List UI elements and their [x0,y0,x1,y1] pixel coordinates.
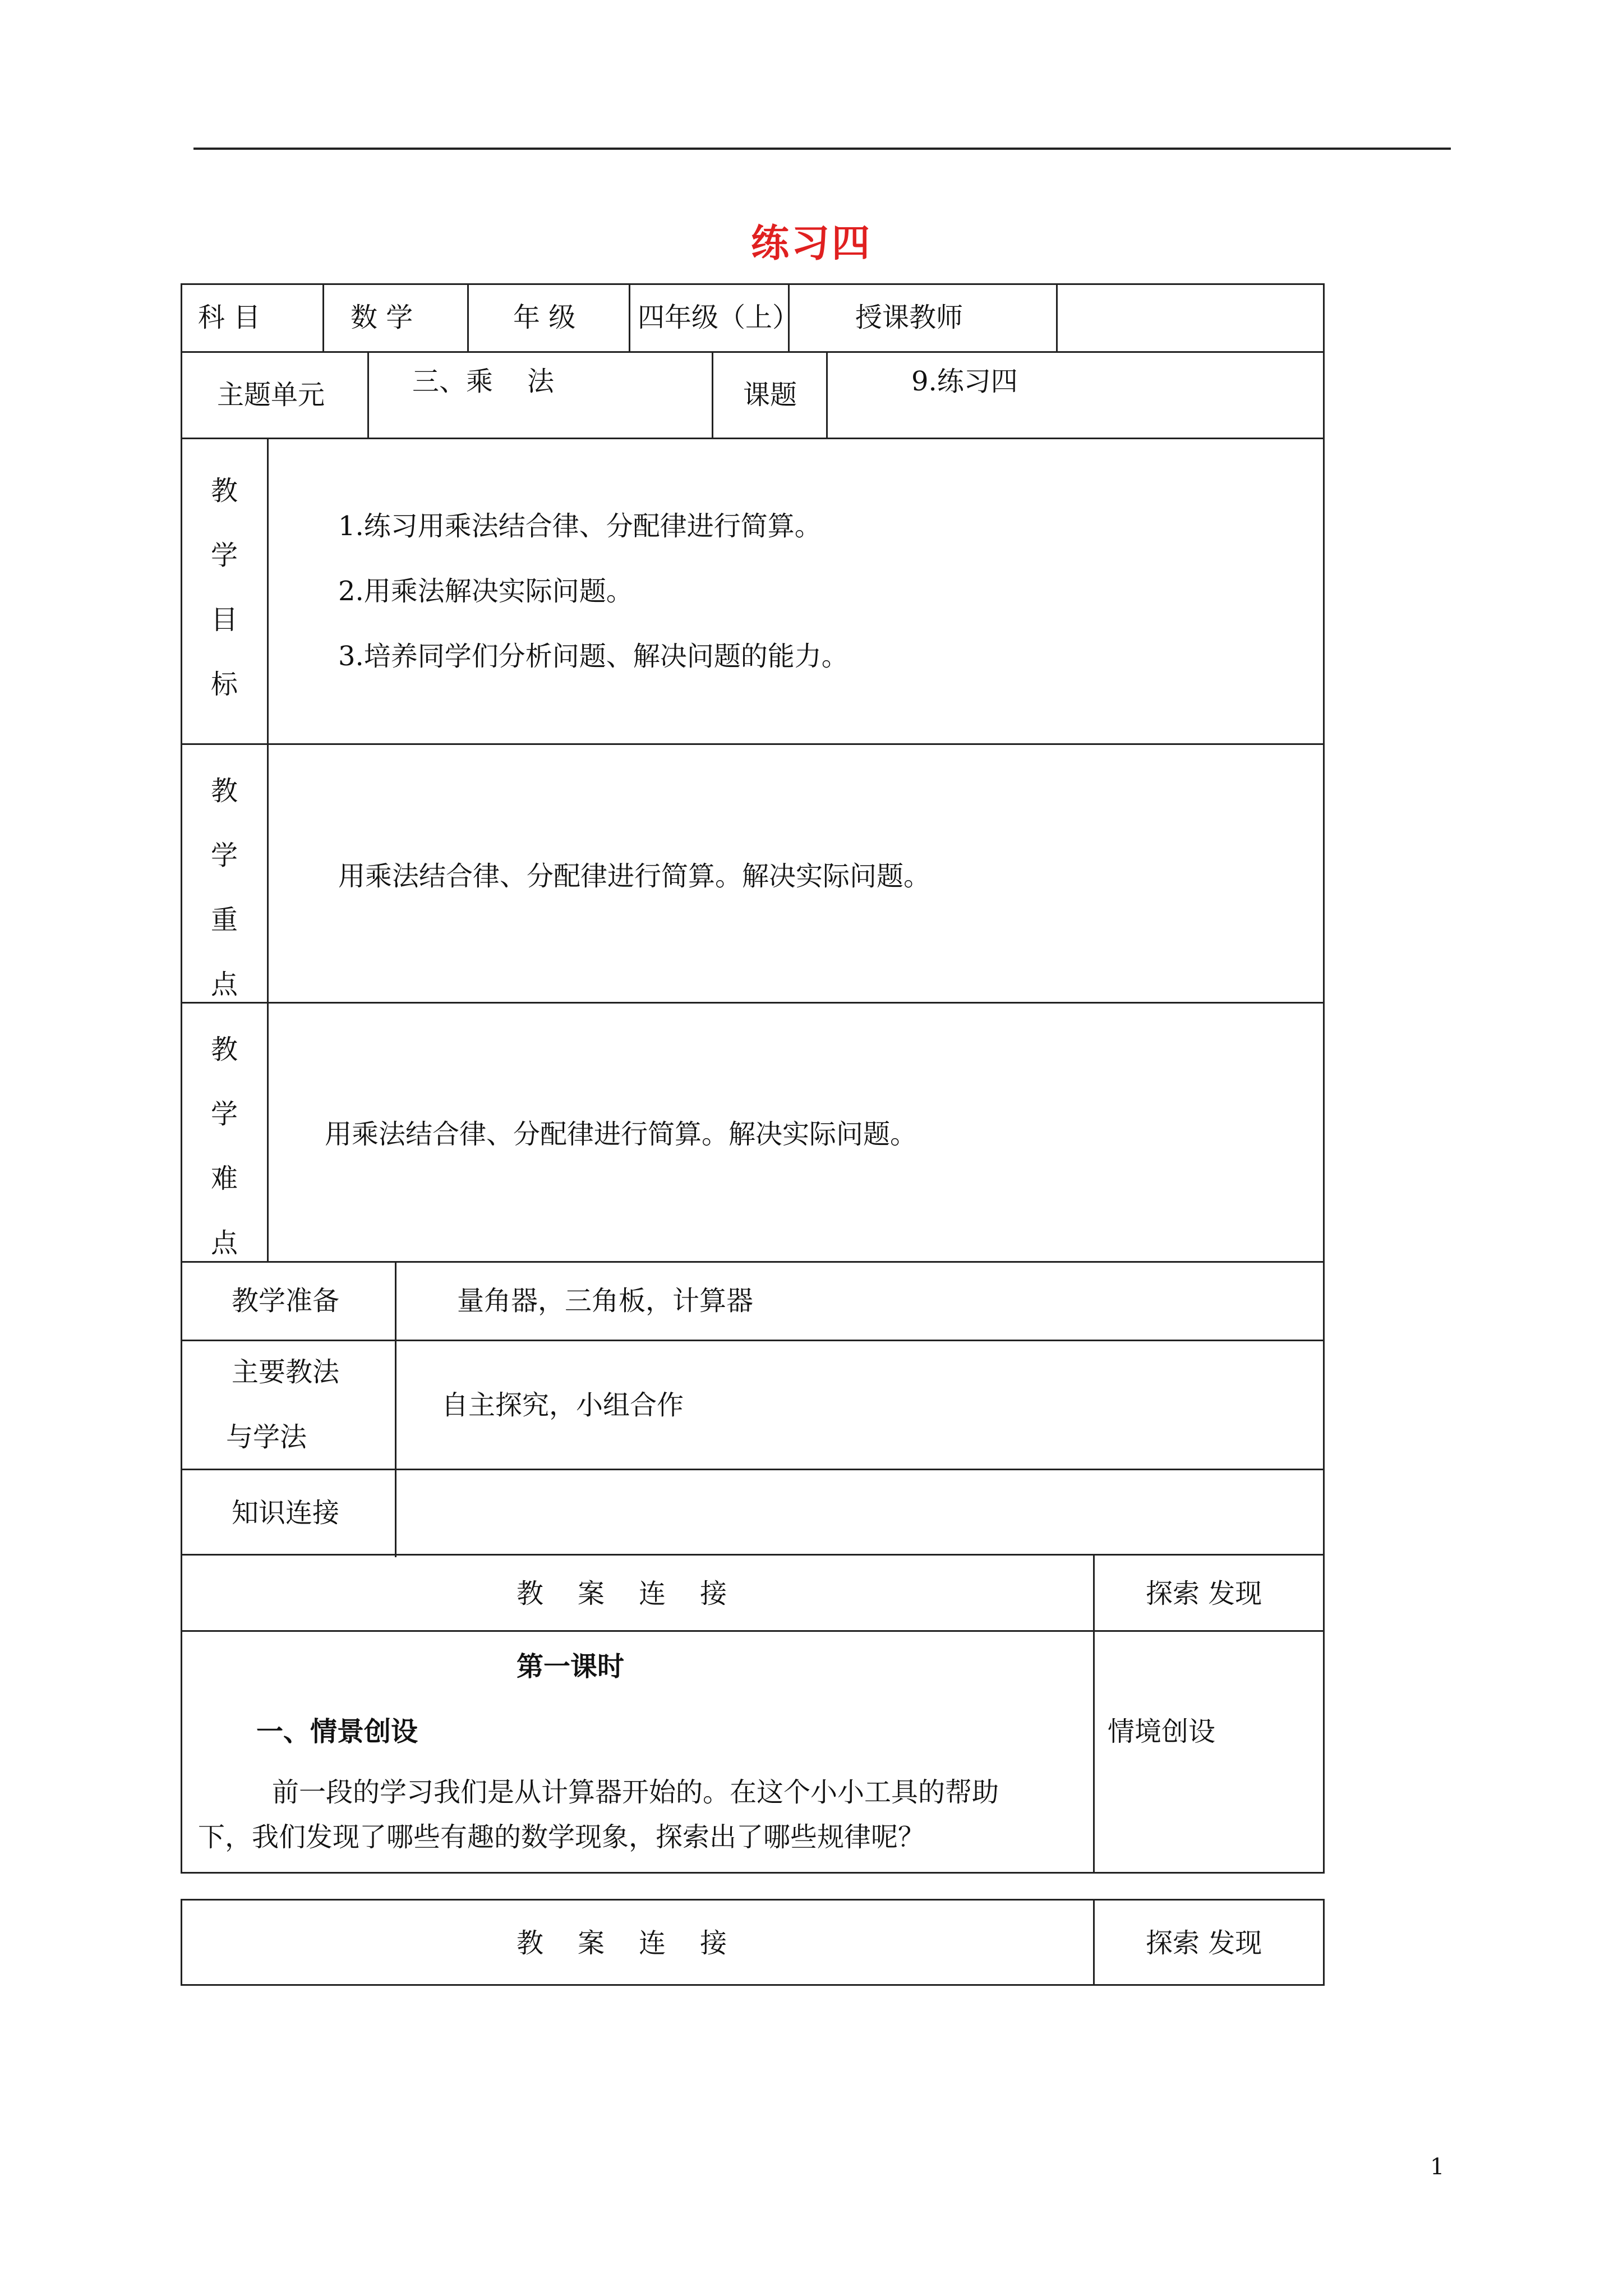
unit-value: 三、乘 法 [412,366,555,397]
methods-label-line1: 主要教法 [232,1356,340,1388]
unit-label: 主题单元 [217,379,325,411]
topic-value: 9.练习四 [911,366,1018,397]
objectives-label: 教 学 目 标 [210,475,238,700]
topic-label: 课题 [743,379,797,411]
lesson-side-note: 情境创设 [1108,1716,1216,1747]
lesson-period: 第一课时 [517,1651,625,1682]
objective-2: 2.用乘法解决实际问题。 [338,576,633,607]
teacher-label: 授课教师 [855,302,963,333]
plan-section-table [181,1554,1325,1874]
methods-text: 自主探究，小组合作 [441,1389,684,1421]
objective-3: 3.培养同学们分析问题、解决问题的能力。 [338,641,849,672]
preparation-text: 量角器，三角板，计算器 [457,1285,754,1317]
plan-header2-left: 教 案 连 接 [517,1927,727,1959]
key-points-label: 教 学 重 点 [210,775,238,1000]
knowledge-label: 知识连接 [232,1497,340,1529]
lesson-paragraph-line2: 下，我们发现了哪些有趣的数学现象，探索出了哪些规律呢？ [198,1821,925,1853]
grade-value: 四年级（上） [638,302,800,333]
difficulties-text: 用乘法结合律、分配律进行简算。解决实际问题。 [325,1119,917,1150]
subject-label: 科 目 [198,302,261,333]
plan-header2-right: 探索 发现 [1146,1927,1262,1959]
lesson-plan-table [181,283,1325,1556]
lesson-paragraph-line1: 前一段的学习我们是从计算器开始的。在这个小小工具的帮助 [272,1777,999,1808]
plan-header-table-continued [181,1899,1325,1986]
lesson-section-title: 一、情景创设 [256,1716,418,1747]
key-points-text: 用乘法结合律、分配律进行简算。解决实际问题。 [338,861,931,892]
subject-value: 数 学 [351,302,413,333]
objective-1: 1.练习用乘法结合律、分配律进行简算。 [338,510,822,542]
page-number: 1 [1430,2154,1445,2180]
difficulties-label: 教 学 难 点 [210,1034,238,1259]
plan-header-left: 教 案 连 接 [517,1578,727,1609]
header-rule [193,148,1451,150]
preparation-label: 教学准备 [232,1285,340,1317]
grade-label: 年 级 [513,302,576,333]
methods-label-line2: 与学法 [226,1421,307,1453]
plan-header-right: 探索 发现 [1146,1578,1262,1609]
document-title: 练习四 [750,222,872,266]
